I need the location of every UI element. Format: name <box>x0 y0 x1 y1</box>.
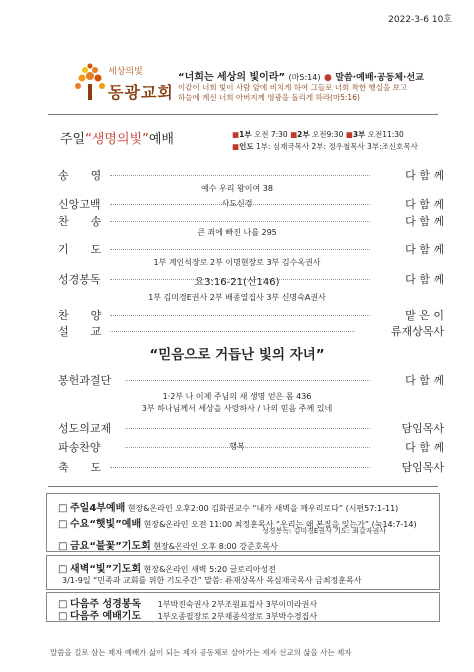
order-label: 신앙고백 <box>58 198 101 211</box>
bullet-icon: ■ <box>290 130 298 139</box>
dotted-leader <box>110 467 370 468</box>
dotted-leader <box>125 380 370 381</box>
tree-logo-icon <box>70 62 110 102</box>
order-right: 다 함 께 <box>405 215 444 228</box>
bullet-icon: ● <box>323 73 332 83</box>
announcement-title: 주일4부예배 <box>70 503 126 514</box>
announcement-text: 현장&온라인 새벽 5:20 글로리아성전 <box>143 565 276 574</box>
order-sub: 1·2부 나 이제 주님의 새 생명 얻은 몸 436 <box>162 392 312 401</box>
order-label: 성도의교제 <box>58 422 112 435</box>
order-right: 다 함 께 <box>405 198 444 211</box>
order-right: 맡 은 이 <box>405 309 444 322</box>
church-name: 동광교회 <box>108 83 174 102</box>
checkbox-icon: □ <box>58 503 68 514</box>
motto-ref: (마5:14) <box>288 73 321 82</box>
leader-list: 1부: 심재국목사 2부: 정우철목사 3부:조신호목사 <box>255 142 418 151</box>
announcement-text: 1부박진숙권사 2부조원표집사 3부이미라권사 <box>157 600 318 609</box>
order-label: 성경봉독 <box>58 273 101 286</box>
announcement-title: 다음주 예배기도 <box>70 611 142 622</box>
order-mid: 사도신경 <box>221 199 253 208</box>
bullet-icon: ■ <box>345 130 353 139</box>
announcement-text: 현장&온라인 오전 11:00 최정훈목사 “우리는 왜 본질을 잊는가” (눅14:7-14) <box>143 520 417 529</box>
dotted-leader <box>110 221 370 222</box>
service-times <box>232 129 404 140</box>
checkbox-icon: □ <box>58 599 68 610</box>
time-value: 오전9:30 <box>312 130 344 139</box>
dotted-leader <box>110 175 370 176</box>
order-label: 파송찬양 <box>58 441 101 454</box>
order-right: 담임목사 <box>401 422 444 435</box>
order-right: 다 함 께 <box>405 273 444 286</box>
announcement-sub: 성경봉독: 김미경E권사 기도: 최갈자권사 <box>262 527 387 535</box>
announcement-item <box>58 537 278 552</box>
order-right: 다 함 께 <box>405 169 444 182</box>
service-title-post: 예배 <box>148 132 174 147</box>
time-part: 1부 <box>239 130 252 139</box>
issue-number: 2022-3-6 10호 <box>388 15 452 25</box>
verse <box>178 83 428 103</box>
order-label: 송 영 <box>58 169 102 182</box>
checkbox-icon: □ <box>58 541 68 552</box>
footer: 말씀을 길로 삼는 제자 예배가 삶이 되는 제자 공동체로 살아가는 제자 선교의 삶을 사는 제자 <box>50 648 352 657</box>
verse-line: 이같이 너희 빛이 사람 앞에 비치게 하여 그들로 너희 착한 행실을 보고 <box>178 83 408 92</box>
bullet-icon: ■ <box>232 130 240 139</box>
time-value: 오전11:30 <box>367 130 404 139</box>
leader-label: 인도 <box>239 142 254 151</box>
motto <box>178 68 424 83</box>
announcement-text: 현장&온라인 오후 8:00 강준호목사 <box>153 542 278 551</box>
order-label: 봉헌과결단 <box>58 374 112 387</box>
announcement-title: 수요“햇빛”예배 <box>70 519 142 530</box>
time-part: 3부 <box>352 130 366 139</box>
bullet-icon: ■ <box>232 142 240 151</box>
service-title <box>60 128 174 147</box>
order-right: 다 함 께 <box>405 243 444 256</box>
sermon-title: “믿음으로 거듭난 빛의 자녀” <box>149 347 325 363</box>
order-right: 류재상목사 <box>390 325 444 338</box>
order-label: 설 교 <box>58 325 102 338</box>
dotted-leader <box>110 249 370 250</box>
service-title-pre: 주일 <box>60 132 86 147</box>
announcement-item <box>58 560 276 575</box>
dotted-leader <box>125 428 370 429</box>
order-sub: 큰 죄에 빠진 나를 295 <box>197 228 277 237</box>
verse-line: 하늘에 계신 너희 아버지께 영광을 돌리게 하라(마5:16) <box>178 93 360 102</box>
order-right: 담임목사 <box>401 461 444 474</box>
order-sub: 3부 하나님께서 세상을 사랑하사 / 나의 믿음 주께 있네 <box>141 404 333 413</box>
service-leaders <box>232 141 418 152</box>
order-right: 다 함 께 <box>405 374 444 387</box>
announcement-title: 금요“불꽃”기도회 <box>70 541 151 552</box>
order-sub: 1부 김미경E권사 2부 배종열집사 3부 신명숙A권사 <box>148 293 326 302</box>
checkbox-icon: □ <box>58 519 68 530</box>
time-value: 오전 7:30 <box>253 130 288 139</box>
announcement-title: 새벽“빛”기도회 <box>70 564 142 575</box>
dotted-leader <box>110 331 355 332</box>
tagline: 말씀·예배·공동체·선교 <box>335 73 424 83</box>
motto-text: “너희는 세상의 빛이라” <box>178 72 286 83</box>
announcement-item <box>58 607 317 622</box>
dotted-leader <box>110 315 370 316</box>
checkbox-icon: □ <box>58 564 68 575</box>
divider <box>48 114 438 115</box>
time-part: 2부 <box>297 130 310 139</box>
announcement-text: 1부오종필장로 2부채종석장로 3부박수경집사 <box>157 612 318 621</box>
checkbox-icon: □ <box>58 611 68 622</box>
announcement-item <box>58 499 398 514</box>
order-label: 찬 송 <box>58 215 102 228</box>
order-sub: 예수 우리 왕이여 38 <box>201 184 273 193</box>
order-mid: 요3:16-21(신146) <box>194 277 280 288</box>
order-label: 축 도 <box>58 461 102 474</box>
order-label: 찬 양 <box>58 309 102 322</box>
divider <box>48 486 438 487</box>
church-subtitle: 세상의빛 <box>108 67 143 77</box>
service-title-quote: “생명의빛” <box>85 132 149 147</box>
announcement-text: 3/1-9일 “민족과 교회를 위한 기도주간” 말씀: 류재상목사 목심재국목사 금최정훈목사 <box>62 576 362 585</box>
announcement-text: 현장&온라인 오후2:00 김화권교수 “내가 새벽을 깨우리로다” (시편57:1-11) <box>127 504 399 513</box>
order-label: 기 도 <box>58 243 102 256</box>
order-right: 다 함 께 <box>405 441 444 454</box>
announcement-title: 다음주 성경봉독 <box>70 599 142 610</box>
order-mid: 행복 <box>229 442 245 451</box>
order-sub: 1부 계인석장로 2부 이명현장로 3부 김수옥권사 <box>153 258 321 267</box>
